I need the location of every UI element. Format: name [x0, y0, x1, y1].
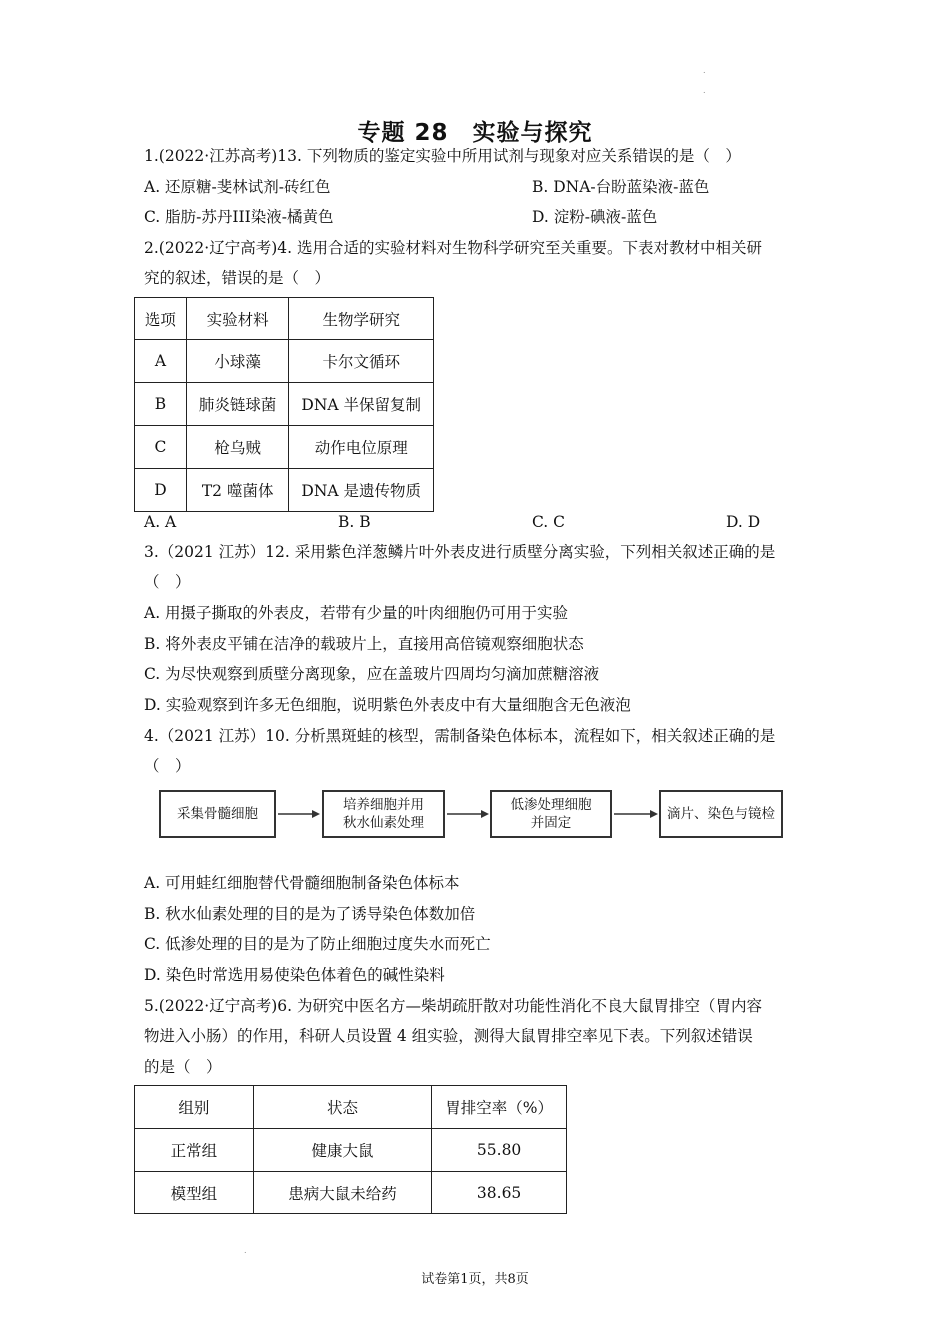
q2-option-c: C. C	[532, 513, 566, 531]
q2-option-d: D. D	[726, 513, 761, 531]
q1-option-a: A. 还原糖-斐林试剂-砖红色	[144, 178, 331, 196]
q2-table-header: 生物学研究	[289, 298, 434, 340]
q4-option-a: A. 可用蛙红细胞替代骨髓细胞制备染色体标本	[144, 874, 460, 892]
q5-table-cell: 患病大鼠未给药	[253, 1172, 432, 1214]
flow-step-4	[659, 790, 783, 838]
q3-option-c: C. 为尽快观察到质壁分离现象，应在盖玻片四周均匀滴加蔗糖溶液	[144, 665, 600, 683]
q2-table-cell: B	[135, 383, 187, 426]
q2-option-b: B. B	[338, 513, 371, 531]
q3-stem-line2: （ ）	[144, 573, 191, 591]
flow-step-2-line1: 培养细胞并用	[343, 797, 424, 813]
q5-table-cell: 正常组	[135, 1129, 254, 1172]
q5-stem-line2: 物进入小肠）的作用，科研人员设置 4 组实验，测得大鼠胃排空率见下表。下列叙述错误	[144, 1027, 753, 1045]
q5-table-header: 胃排空率（%）	[432, 1086, 567, 1129]
flow-step-3-line2: 并固定	[530, 815, 572, 831]
q5-table	[134, 1085, 567, 1214]
q2-table-cell: C	[135, 426, 187, 469]
q5-table-cell: 模型组	[135, 1172, 254, 1214]
q5-stem-line1: 5.(2022·辽宁高考)6. 为研究中医名方—柴胡疏肝散对功能性消化不良大鼠胃排空（胃内容	[144, 997, 762, 1015]
q3-option-d: D. 实验观察到许多无色细胞，说明紫色外表皮中有大量细胞含无色液泡	[144, 696, 631, 714]
q4-option-c: C. 低渗处理的目的是为了防止细胞过度失水而死亡	[144, 935, 491, 953]
q4-option-b: B. 秋水仙素处理的目的是为了诱导染色体数加倍	[144, 905, 476, 923]
q5-table-cell: 38.65	[432, 1172, 567, 1214]
flow-step-4-label: 滴片、染色与镜检	[667, 806, 775, 822]
q2-table-cell: D	[135, 469, 187, 512]
q4-stem-line2: （ ）	[144, 757, 191, 775]
q2-table-cell: T2 噬菌体	[186, 469, 289, 512]
q1-stem: 1.(2022·江苏高考)13. 下列物质的鉴定实验中所用试剂与现象对应关系错误的是（ ）	[144, 147, 741, 165]
q5-table-cell: 55.80	[432, 1129, 567, 1172]
q2-table-cell: 动作电位原理	[289, 426, 434, 469]
q3-option-a: A. 用摄子撕取的外表皮，若带有少量的叶肉细胞仍可用于实验	[144, 604, 569, 622]
q5-table-header: 组别	[135, 1086, 254, 1129]
flow-arrow-1	[276, 805, 322, 823]
q1-option-c: C. 脂肪-苏丹III染液-橘黄色	[144, 208, 334, 226]
q2-stem-line2: 究的叙述，错误的是（ ）	[144, 269, 331, 287]
q2-table-cell: 肺炎链球菌	[186, 383, 289, 426]
q2-table-cell: 卡尔文循环	[289, 340, 434, 383]
q1-option-d: D. 淀粉-碘液-蓝色	[532, 208, 658, 226]
q2-table	[134, 297, 434, 512]
flow-step-1-label: 采集骨髓细胞	[177, 806, 258, 822]
page-footer: 试卷第1页，共8页	[421, 1272, 529, 1287]
q2-table-cell: DNA 半保留复制	[289, 383, 434, 426]
q3-option-b: B. 将外表皮平铺在洁净的载玻片上，直接用高倍镜观察细胞状态	[144, 635, 584, 653]
flow-step-1	[159, 790, 276, 838]
q2-table-cell: DNA 是遗传物质	[289, 469, 434, 512]
q5-table-header: 状态	[253, 1086, 432, 1129]
flow-step-3	[490, 790, 612, 838]
q2-option-a: A. A	[144, 513, 177, 531]
q2-table-cell: 枪乌贼	[186, 426, 289, 469]
flow-step-3-line1: 低渗处理细胞	[510, 797, 592, 813]
q2-stem-line1: 2.(2022·辽宁高考)4. 选用合适的实验材料对生物科学研究至关重要。下表对教材中相关研	[144, 239, 762, 257]
page-title: 专题 28 实验与探究	[357, 120, 593, 146]
flow-arrow-3	[612, 805, 660, 823]
q3-stem-line1: 3.（2021 江苏）12. 采用紫色洋葱鳞片叶外表皮进行质壁分离实验，下列相关叙述正确的是	[144, 543, 776, 561]
flow-step-2	[322, 790, 445, 838]
q4-option-d: D. 染色时常选用易使染色体着色的碱性染料	[144, 966, 445, 984]
q2-table-header: 实验材料	[186, 298, 289, 340]
q5-stem-line3: 的是（ ）	[144, 1058, 222, 1076]
q5-table-cell: 健康大鼠	[253, 1129, 432, 1172]
q2-table-cell: 小球藻	[186, 340, 289, 383]
q1-option-b: B. DNA-台盼蓝染液-蓝色	[532, 178, 710, 196]
q2-table-cell: A	[135, 340, 187, 383]
flow-step-2-line2: 秋水仙素处理	[343, 815, 424, 831]
q4-stem-line1: 4.（2021 江苏）10. 分析黑斑蛙的核型，需制备染色体标本，流程如下，相关叙述正确的是	[144, 727, 776, 745]
q2-table-header: 选项	[135, 298, 187, 340]
flow-arrow-2	[445, 805, 491, 823]
